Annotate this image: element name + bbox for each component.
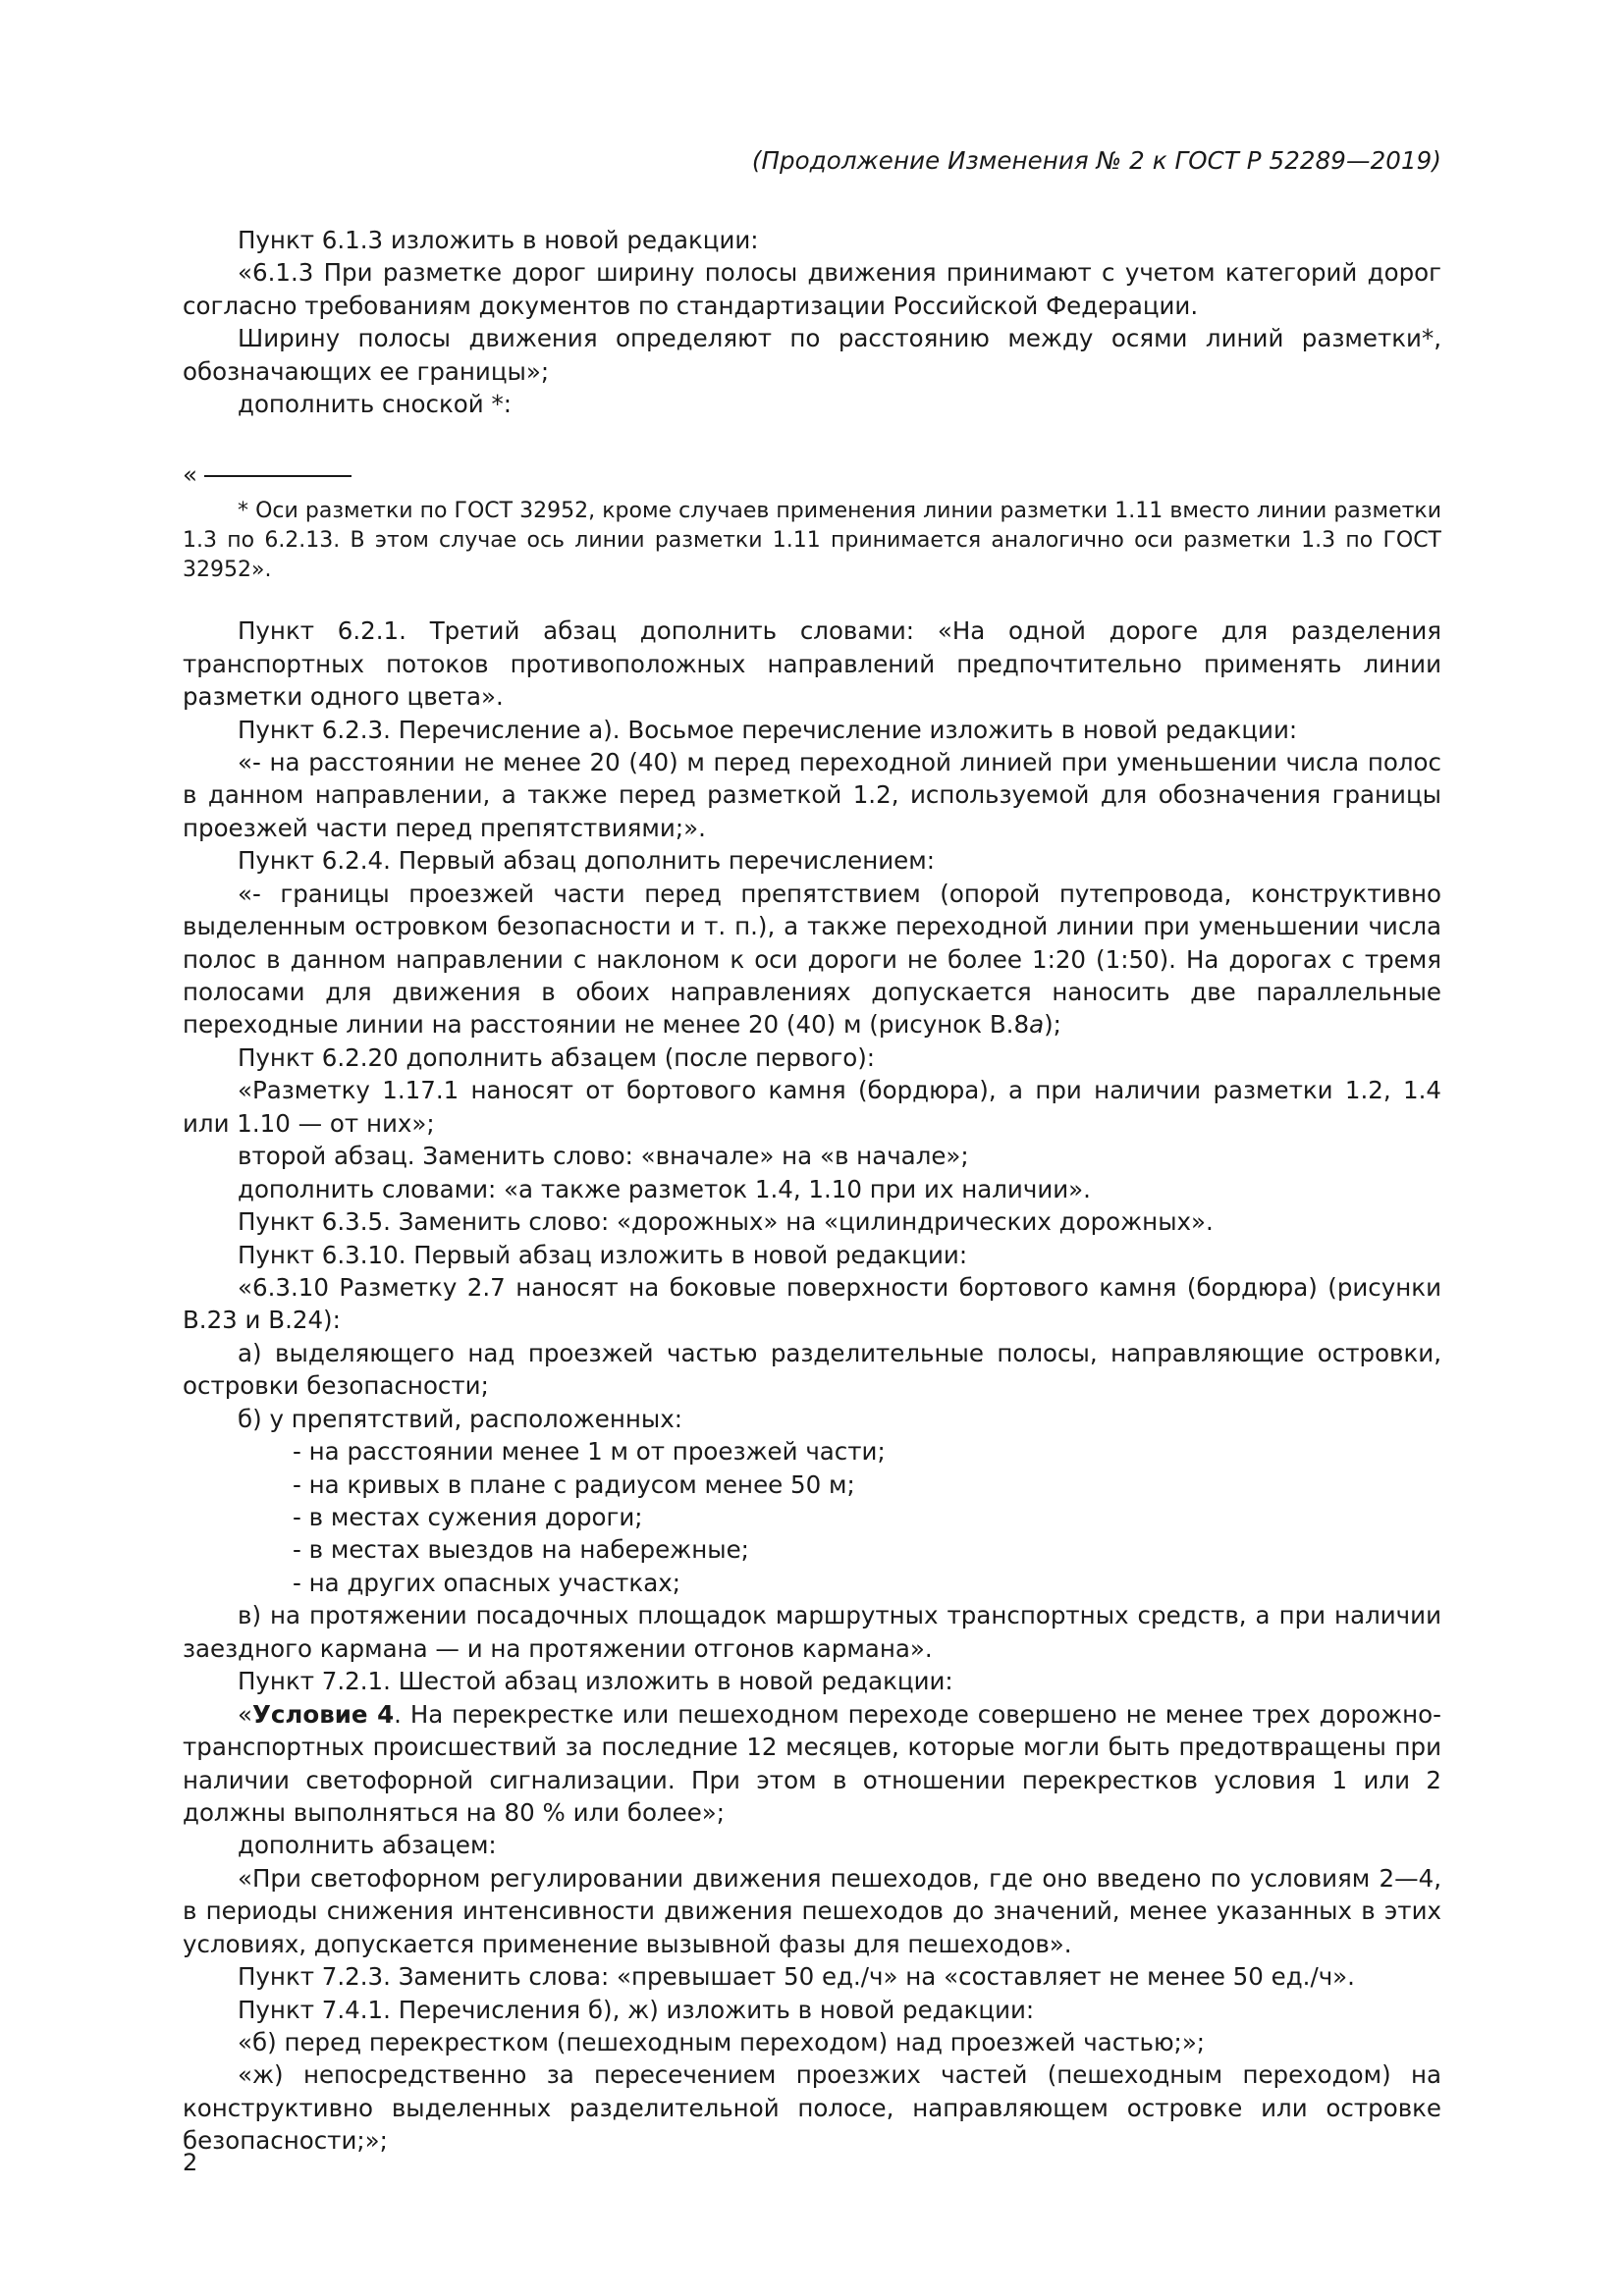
page-header: (Продолжение Изменения № 2 к ГОСТ Р 52289—2019) [751, 146, 1441, 175]
paragraph-621: Пункт 6.2.1. Третий абзац дополнить словами: «На одной дороге для разделения транспортных потоков противоположных направлений предпочтительно применять линии разметки одного цвета». [183, 616, 1441, 712]
paragraph-624-intro: Пункт 6.2.4. Первый абзац дополнить перечислением: [238, 846, 935, 876]
paragraph-623-intro: Пункт 6.2.3. Перечисление а). Восьмое перечисление изложить в новой редакции: [238, 715, 1298, 744]
paragraph-624-item [183, 878, 1441, 1041]
paragraph-width-lane: Ширину полосы движения определяют по расстоянию между осями линий разметки*, обозначающих ее границы»; [183, 324, 1441, 386]
paragraph-721-intro: Пункт 7.2.1. Шестой абзац изложить в новой редакции: [238, 1667, 953, 1696]
paragraph-6220-text: «Разметку 1.17.1 наносят от бортового камня (бордюра), а при наличии разметки 1.2, 1.4 или 1.10 — от них»; [183, 1076, 1441, 1138]
paragraph-6220-second: второй абзац. Заменить слово: «вначале» на «в начале»; [238, 1142, 969, 1171]
paragraph-6310-text: «6.3.10 Разметку 2.7 наносят на боковые поверхности бортового камня (бордюра) (рисунки В.23 и В.24): [183, 1272, 1441, 1335]
footnote-separator [183, 461, 1441, 491]
paragraph-741-intro: Пункт 7.4.1. Перечисления б), ж) изложить в новой редакции: [238, 1995, 1035, 2024]
list-item-other-dangerous: - на других опасных участках; [293, 1568, 680, 1597]
paragraph-721-add-text: «При светофорном регулировании движения пешеходов, где оно введено по условиям 2—4, в периоды снижения интенсивности движения пешеходов до значений, менее указанных в этих условиях, допускается применение вызывной фазы для пешеходов». [183, 1863, 1441, 1958]
paragraph-723: Пункт 7.2.3. Заменить слова: «превышает 50 ед./ч» на «составляет не менее 50 ед./ч». [238, 1962, 1355, 1992]
paragraph-6220-intro: Пункт 6.2.20 дополнить абзацем (после первого): [238, 1042, 876, 1072]
list-item-distance-1m: - на расстоянии менее 1 м от проезжей части; [293, 1437, 886, 1467]
paragraph-624-item-text: «- границы проезжей части перед препятствием (опорой путепровода, конструктивно выделенным островком безопасности и т. п.), а также переходной линии при уменьшении числа полос в данном направлении с наклоном к оси дороги не более 1:20 (1:50). На дорогах с тремя полосами для движения в обоих направлениях допускается наносить две параллельные переходные линии на расстоянии не менее 20 (40) м (рисунок В.8а); [183, 879, 1441, 1040]
list-item-road-narrowing: - в местах сужения дороги; [293, 1503, 643, 1531]
footnote-open-quote: « [183, 460, 197, 490]
paragraph-741-zh: «ж) непосредственно за пересечением проезжих частей (пешеходным переходом) на конструктивно выделенных разделительной полосе, направляющем островке или островке безопасности;»; [183, 2060, 1441, 2156]
paragraph-6310-v: в) на протяжении посадочных площадок маршрутных транспортных средств, а при наличии заездного кармана — и на протяжении отгонов кармана». [183, 1601, 1441, 1663]
list-item-curve-radius: - на кривых в плане с радиусом менее 50 м; [293, 1469, 855, 1499]
paragraph-721-condition4: «Условие 4. На перекрестке или пешеходном переходе совершено не менее трех дорожно-транспортных происшествий за последние 12 месяцев, которые могли быть предотвращены при наличии светофорной сигнализации. При этом в отношении перекрестков условия 1 или 2 должны выполняться на 80 % или более»; [183, 1699, 1441, 1827]
paragraph-623-item: «- на расстоянии не менее 20 (40) м перед переходной линией при уменьшении числа полос в данном направлении, а также перед разметкой 1.2, используемой для обозначения границы проезжей части перед препятствиями;». [183, 747, 1441, 842]
paragraph-add-footnote: дополнить сноской *: [238, 390, 512, 419]
footnote-text: * Оси разметки по ГОСТ 32952, кроме случаев применения линии разметки 1.11 вместо линии разметки 1.3 по 6.2.13. В этом случае ось линии разметки 1.11 принимается аналогично оси разметки 1.3 по ГОСТ 32952». [183, 499, 1441, 583]
paragraph-635: Пункт 6.3.5. Заменить слово: «дорожных» на «цилиндрических дорожных». [238, 1207, 1214, 1237]
paragraph-6310-intro: Пункт 6.3.10. Первый абзац изложить в новой редакции: [238, 1240, 968, 1269]
paragraph-intro-613: Пункт 6.1.3 изложить в новой редакции: [238, 225, 759, 254]
paragraph-6310-b: б) у препятствий, расположенных: [238, 1404, 682, 1433]
page-number: 2 [183, 2149, 198, 2176]
figure-suffix: а [1029, 1010, 1045, 1040]
paragraph-741-b: «б) перед перекрестком (пешеходным переходом) над проезжей частью;»; [238, 2028, 1206, 2056]
condition-label: Условие 4 [252, 1699, 395, 1729]
list-item-embankment-exit: - в местах выездов на набережные; [293, 1535, 749, 1565]
footnote-rule-line [204, 475, 352, 477]
paragraph-6310-a: а) выделяющего над проезжей частью разделительные полосы, направляющие островки, островки безопасности; [183, 1338, 1441, 1401]
paragraph-6220-add-words: дополнить словами: «а также разметок 1.4, 1.10 при их наличии». [238, 1174, 1091, 1203]
paragraph-721-add: дополнить абзацем: [238, 1831, 497, 1860]
paragraph-613-text: «6.1.3 При разметке дорог ширину полосы движения принимают с учетом категорий дорог согласно требованиям документов по стандартизации Российской Федерации. [183, 258, 1441, 320]
